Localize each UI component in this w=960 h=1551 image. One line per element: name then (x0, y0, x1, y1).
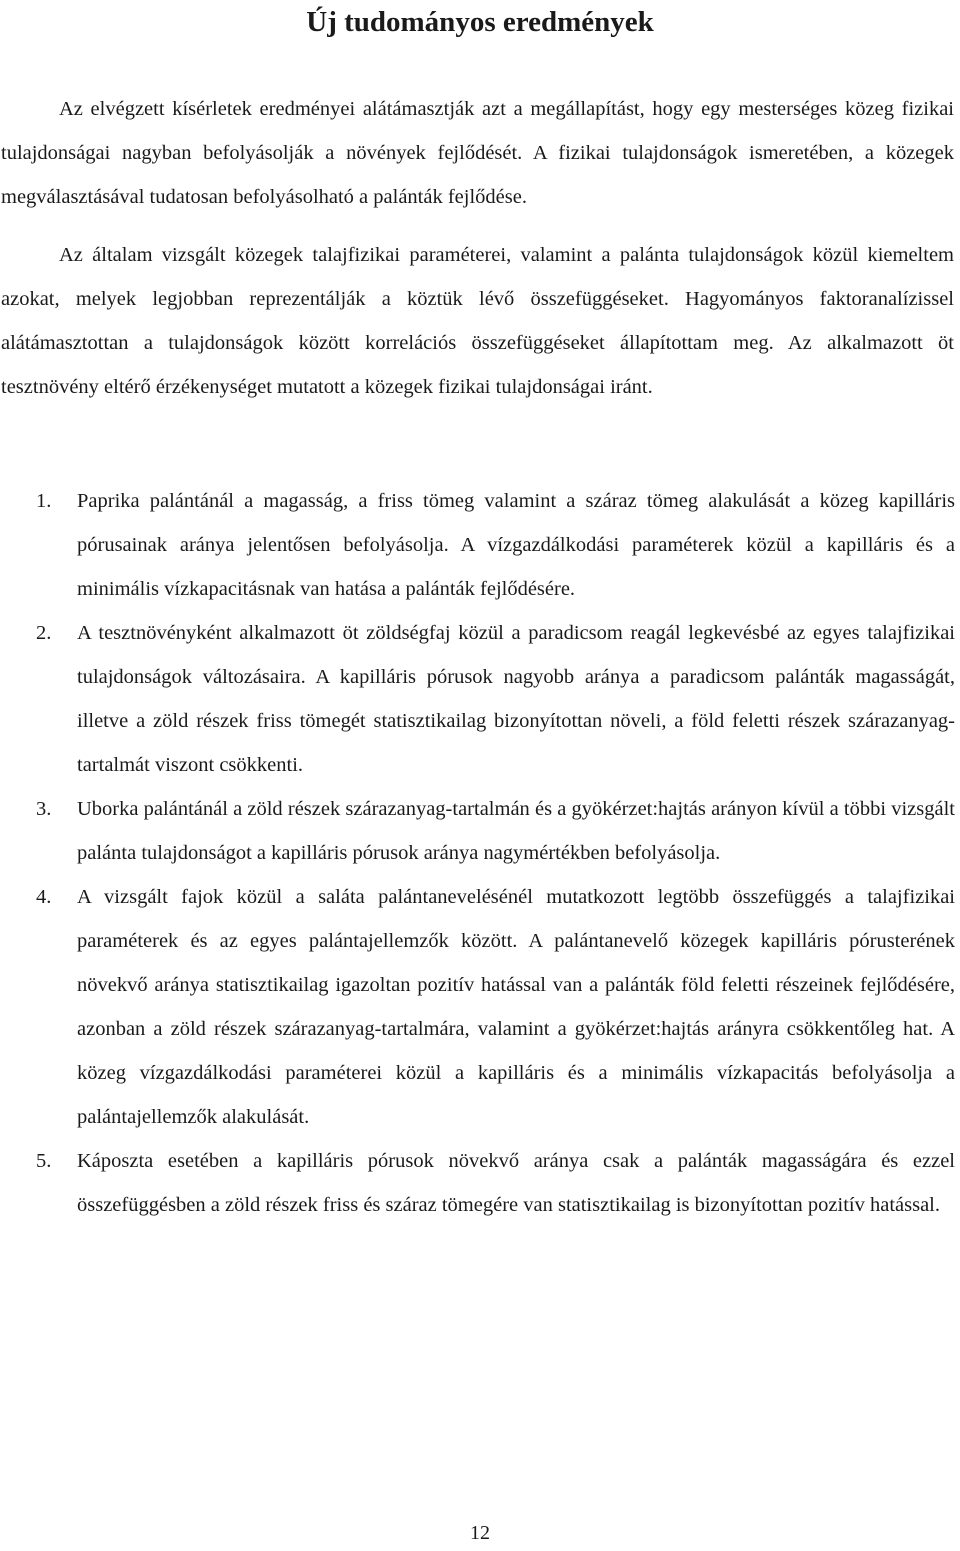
list-item-number: 3. (36, 798, 52, 820)
list-item (0, 875, 955, 1139)
list-item (0, 1139, 955, 1227)
list-item-text: Paprika palántánál a magasság, a friss tömeg valamint a száraz tömeg alakulását a közeg kapilláris pórusainak aránya jelentősen befolyásolja. A vízgazdálkodási paraméterek közül a kapilláris és a minimális vízkapacitásnak van hatása a palánták fejlődésére. (77, 490, 955, 600)
list-item (0, 479, 955, 611)
intro-paragraph: Az elvégzett kísérletek eredményei alátámasztják azt a megállapítást, hogy egy mesterséges közeg fizikai tulajdonságai nagyban befolyásolják a növények fejlődését. A fizikai tulajdonságok ismeretében, a közegek megválasztásával tudatosan befolyásolható a palánták fejlődése. (1, 98, 954, 208)
page-number: 12 (470, 1522, 490, 1544)
list-item-text: Uborka palántánál a zöld részek szárazanyag-tartalmán és a gyökérzet:hajtás arányon kívül a többi vizsgált palánta tulajdonságot a kapilláris pórusok aránya nagymértékben befolyásolja. (77, 798, 955, 864)
list-item-number: 5. (36, 1150, 52, 1172)
list-item-number: 1. (36, 490, 52, 512)
list-item-number: 4. (36, 886, 52, 908)
list-item-text: A tesztnövényként alkalmazott öt zöldségfaj közül a paradicsom reagál legkevésbé az egyes talajfizikai tulajdonságok változásaira. A kapilláris pórusok nagyobb aránya a paradicsom palánták magasságát, illetve a zöld részek friss tömegét statisztikailag bizonyítottan növeli, a föld feletti részek szárazanyag-tartalmát viszont csökkenti. (77, 622, 955, 776)
list-item-text: A vizsgált fajok közül a saláta palántanevelésénél mutatkozott legtöbb összefüggés a talajfizikai paraméterek és az egyes palántajellemzők között. A palántanevelő közegek kapilláris pórusterének növekvő aránya statisztikailag igazoltan pozitív hatással van a palánták föld feletti részeinek fejlődésére, azonban a zöld részek szárazanyag-tartalmára, valamint a gyökérzet:hajtás arányra csökkentőleg hat. A közeg vízgazdálkodási paraméterei közül a kapilláris és a minimális vízkapacitás befolyásolja a palántajellemzők alakulását. (77, 886, 955, 1128)
methods-paragraph: Az általam vizsgált közegek talajfizikai paraméterei, valamint a palánta tulajdonságok közül kiemeltem azokat, melyek legjobban reprezentálják a köztük lévő összefüggéseket. Hagyományos faktoranalízissel alátámasztottan a tulajdonságok között korrelációs összefüggéseket állapítottam meg. Az alkalmazott öt tesztnövény eltérő érzékenységet mutatott a közegek fizikai tulajdonságai iránt. (1, 244, 954, 398)
list-item-number: 2. (36, 622, 52, 644)
findings-list (0, 479, 955, 1227)
page-title: Új tudományos eredmények (306, 6, 654, 38)
list-item (0, 787, 955, 875)
list-item-text: Káposzta esetében a kapilláris pórusok növekvő aránya csak a palánták magasságára és ezzel összefüggésben a zöld részek friss és száraz tömegére van statisztikailag is bizonyítottan pozitív hatással. (77, 1150, 955, 1216)
list-item (0, 611, 955, 787)
